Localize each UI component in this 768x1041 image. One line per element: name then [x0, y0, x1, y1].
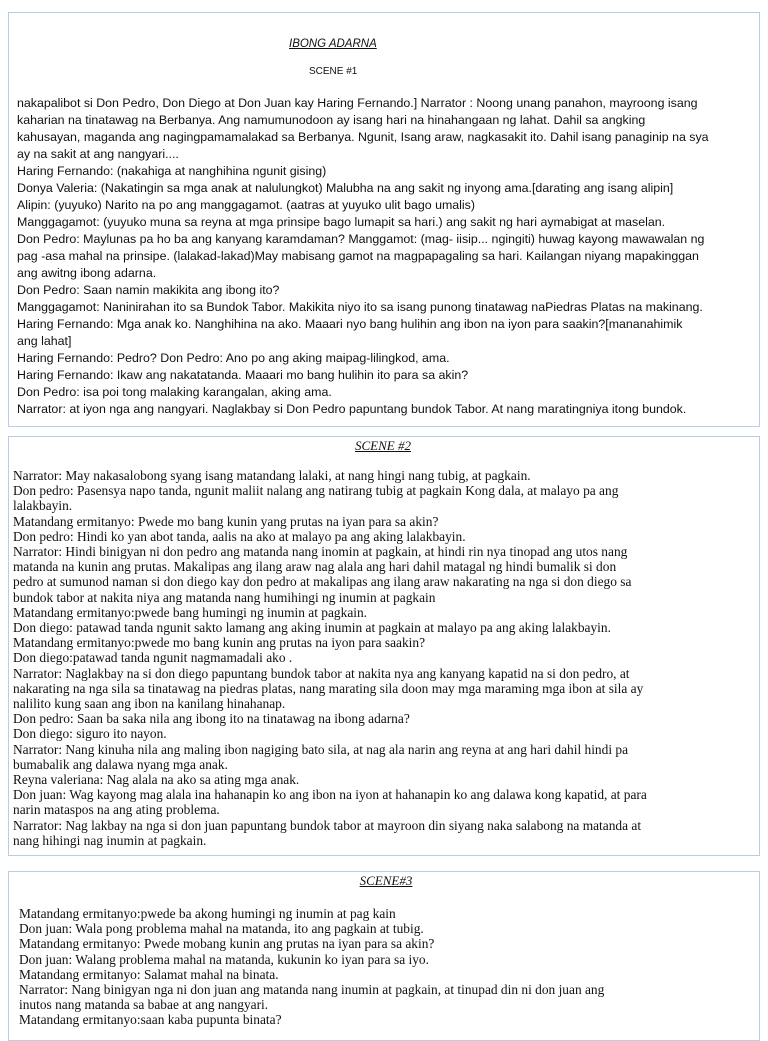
text-line: matanda na kunin ang prutas. Makalipas ang ilang araw nag alala ang hari dahil matagal ng hindi bumalik si don: [13, 559, 617, 575]
text-line: Don pedro: Hindi ko yan abot tanda, aalis na ako at malayo pa ang aking lalakbayin.: [13, 528, 466, 544]
text-line: kaharian na tinatawag na Berbanya. Ang namumunodoon ay isang hari na hinahangaan ng lahat. Dahil sa angking: [17, 113, 646, 127]
text-line: Don pedro: Pasensya napo tanda, ngunit maliit nalang ang natirang tubig at pagkain Kong dala, at malayo pa ang: [13, 483, 619, 499]
text-line: ang lahat]: [17, 334, 72, 348]
text-line: nakarating na nga sila sa tinatawag na piedras platas, nang marating sila doon may mga maraming mga ibon at sila ay: [13, 680, 644, 696]
text-line: Haring Fernando: (nakahiga at nanghihina ngunit gising): [17, 164, 327, 178]
text-line: Manggagamot: (yuyuko muna sa reyna at mga prinsipe bago lumapit sa hari.) ang sakit ng hari aymabigat at maselan.: [17, 215, 666, 229]
text-line: Matandang ermitanyo: Pwede mobang kunin ang prutas na iyan para sa akin?: [19, 936, 435, 952]
text-line: Don diego: patawad tanda ngunit sakto lamang ang aking inumin at pagkain at malayo pa ang aking lalakbayin.: [13, 620, 611, 636]
text-line: nang hihingi nag inumin at pagkain.: [13, 832, 207, 848]
text-line: Don Pedro: Saan namin makikita ang ibong ito?: [17, 283, 280, 297]
text-line: Don Pedro: isa poi tong malaking karangalan, aking ama.: [17, 385, 332, 399]
text-line: Don pedro: Saan ba saka nila ang ibong ito na tinatawag na ibong adarna?: [13, 711, 410, 727]
text-line: Narrator: at iyon nga ang nangyari. Naglakbay si Don Pedro papuntang bundok Tabor. At nang maratingniya itong bundok.: [17, 402, 687, 416]
text-line: nalilito kung saan ang ibon na kanilang hinahanap.: [13, 696, 286, 712]
text-line: Matandang ermitanyo:pwede bang humingi ng inumin at pagkain.: [13, 604, 368, 620]
text-line: bundok tabor at nakita niya ang matanda nang humihingi ng inumin at pagkain: [13, 589, 436, 605]
document-page-1: [8, 12, 760, 427]
text-line: pedro at sumunod naman si don diego kay don pedro at makalipas ang ilang araw nakarating na nga si don diego sa: [13, 574, 632, 590]
text-line: ay na sakit at ang nangyari....: [17, 147, 179, 161]
text-line: Matandang ermitanyo:pwede mo bang kunin ang prutas na iyon para saakin?: [13, 635, 426, 651]
document-page-3: [8, 871, 760, 1041]
text-line: narin mataspos na ang ating problema.: [13, 802, 220, 818]
text-line: lalakbayin.: [13, 498, 73, 514]
text-line: Matandang ermitanyo: Pwede mo bang kunin yang prutas na iyan para sa akin?: [13, 513, 439, 529]
scene-1-text: [17, 95, 753, 418]
document-title: IBONG ADARNA: [289, 38, 377, 50]
scene-1-heading: SCENE #1: [309, 66, 358, 77]
text-line: Narrator: May nakasalobong syang isang matandang lalaki, at nang hingi nang tubig, at pagkain.: [13, 468, 531, 483]
text-line: Matandang ermitanyo:saan kaba pupunta binata?: [19, 1012, 282, 1028]
text-line: pag -asa mahal na prinsipe. (lalakad-lakad)May mabisang gamot na magpapagaling sa hari. Kailangan niyang mapakinggan: [17, 249, 699, 263]
document-page-2: [8, 436, 760, 856]
text-line: Narrator: Hindi binigyan ni don pedro ang matanda nang inomin at pagkain, at hindi rin nya tinopad ang utos nang: [13, 544, 628, 560]
text-line: Narrator: Naglakbay na si don diego papuntang bundok tabor at nakita nya ang kanyang kapatid na si don pedro, at: [13, 665, 630, 681]
scene-2-heading: SCENE #2: [355, 438, 411, 453]
text-line: Donya Valeria: (Nakatingin sa mga anak at nalulungkot) Malubha na ang sakit ng inyong ama.[darating ang isang alipin]: [17, 181, 674, 195]
text-line: Don juan: Walang problema mahal na matanda, kukunin ko iyan para sa iyo.: [19, 951, 429, 967]
text-line: Narrator: Nang kinuha nila ang maling ibon nagiging bato sila, at nag ala narin ang reyna at ang hari dahil hindi pa: [13, 741, 629, 757]
text-line: Narrator: Nag lakbay na nga si don juan papuntang bundok tabor at mayroon din siyang naka salabong na matanda at: [13, 817, 642, 833]
text-line: Reyna valeriana: Nag alala na ako sa ating mga anak.: [13, 772, 300, 788]
scene-3-heading: SCENE#3: [359, 873, 413, 888]
text-line: bumabalik ang dalawa nyang mga anak.: [13, 756, 228, 772]
text-line: nakapalibot si Don Pedro, Don Diego at Don Juan kay Haring Fernando.] Narrator : Noong unang panahon, mayroong isang: [17, 96, 698, 110]
text-line: Alipin: (yuyuko) Narito na po ang manggagamot. (aatras at yuyuko ulit bago umalis): [17, 198, 476, 212]
text-line: Don juan: Wala pong problema mahal na matanda, ito ang pagkain at tubig.: [19, 921, 424, 937]
scene-2-text: [13, 468, 753, 848]
text-line: Haring Fernando: Pedro? Don Pedro: Ano po ang aking maipag-lilingkod, ama.: [17, 351, 450, 365]
text-line: kahusayan, maganda ang nagingpamamalakad sa Berbanya. Ngunit, Isang araw, nagkasakit ito. Dahil isang panaginip na sya: [17, 130, 709, 144]
text-line: ang awitng ibong adarna.: [17, 266, 157, 280]
text-line: Narrator: Nang binigyan nga ni don juan ang matanda nang inumin at pagkain, at tinupad din ni don juan ang: [19, 982, 605, 998]
scene-3-text: [19, 906, 753, 1028]
text-line: inutos nang matanda sa babae at ang nangyari.: [19, 997, 269, 1013]
text-line: Don juan: Wag kayong mag alala ina hahanapin ko ang ibon na iyon at hahanapin ko ang dalawa kong kapatid, at para: [13, 787, 647, 803]
text-line: Matandang ermitanyo:pwede ba akong humingi ng inumin at pag kain: [19, 906, 396, 921]
text-line: Don diego:patawad tanda ngunit nagmamadali ako .: [13, 650, 293, 666]
text-line: Haring Fernando: Mga anak ko. Nanghihina na ako. Maaari nyo bang hulihin ang ibon na iyon para saakin?[mananahimik: [17, 317, 683, 331]
text-line: Don Pedro: Maylunas pa ho ba ang kanyang karamdaman? Manggamot: (mag- iisip... ngingiti) huwag kayong mawawalan ng: [17, 232, 705, 246]
text-line: Haring Fernando: Ikaw ang nakatatanda. Maaari mo bang hulihin ito para sa akin?: [17, 368, 469, 382]
text-line: Manggagamot: Naninirahan ito sa Bundok Tabor. Makikita niyo ito sa isang punong tinatawag naPiedras Platas na makinang.: [17, 300, 703, 314]
text-line: Don diego: siguro ito nayon.: [13, 726, 167, 742]
text-line: Matandang ermitanyo: Salamat mahal na binata.: [19, 966, 279, 982]
